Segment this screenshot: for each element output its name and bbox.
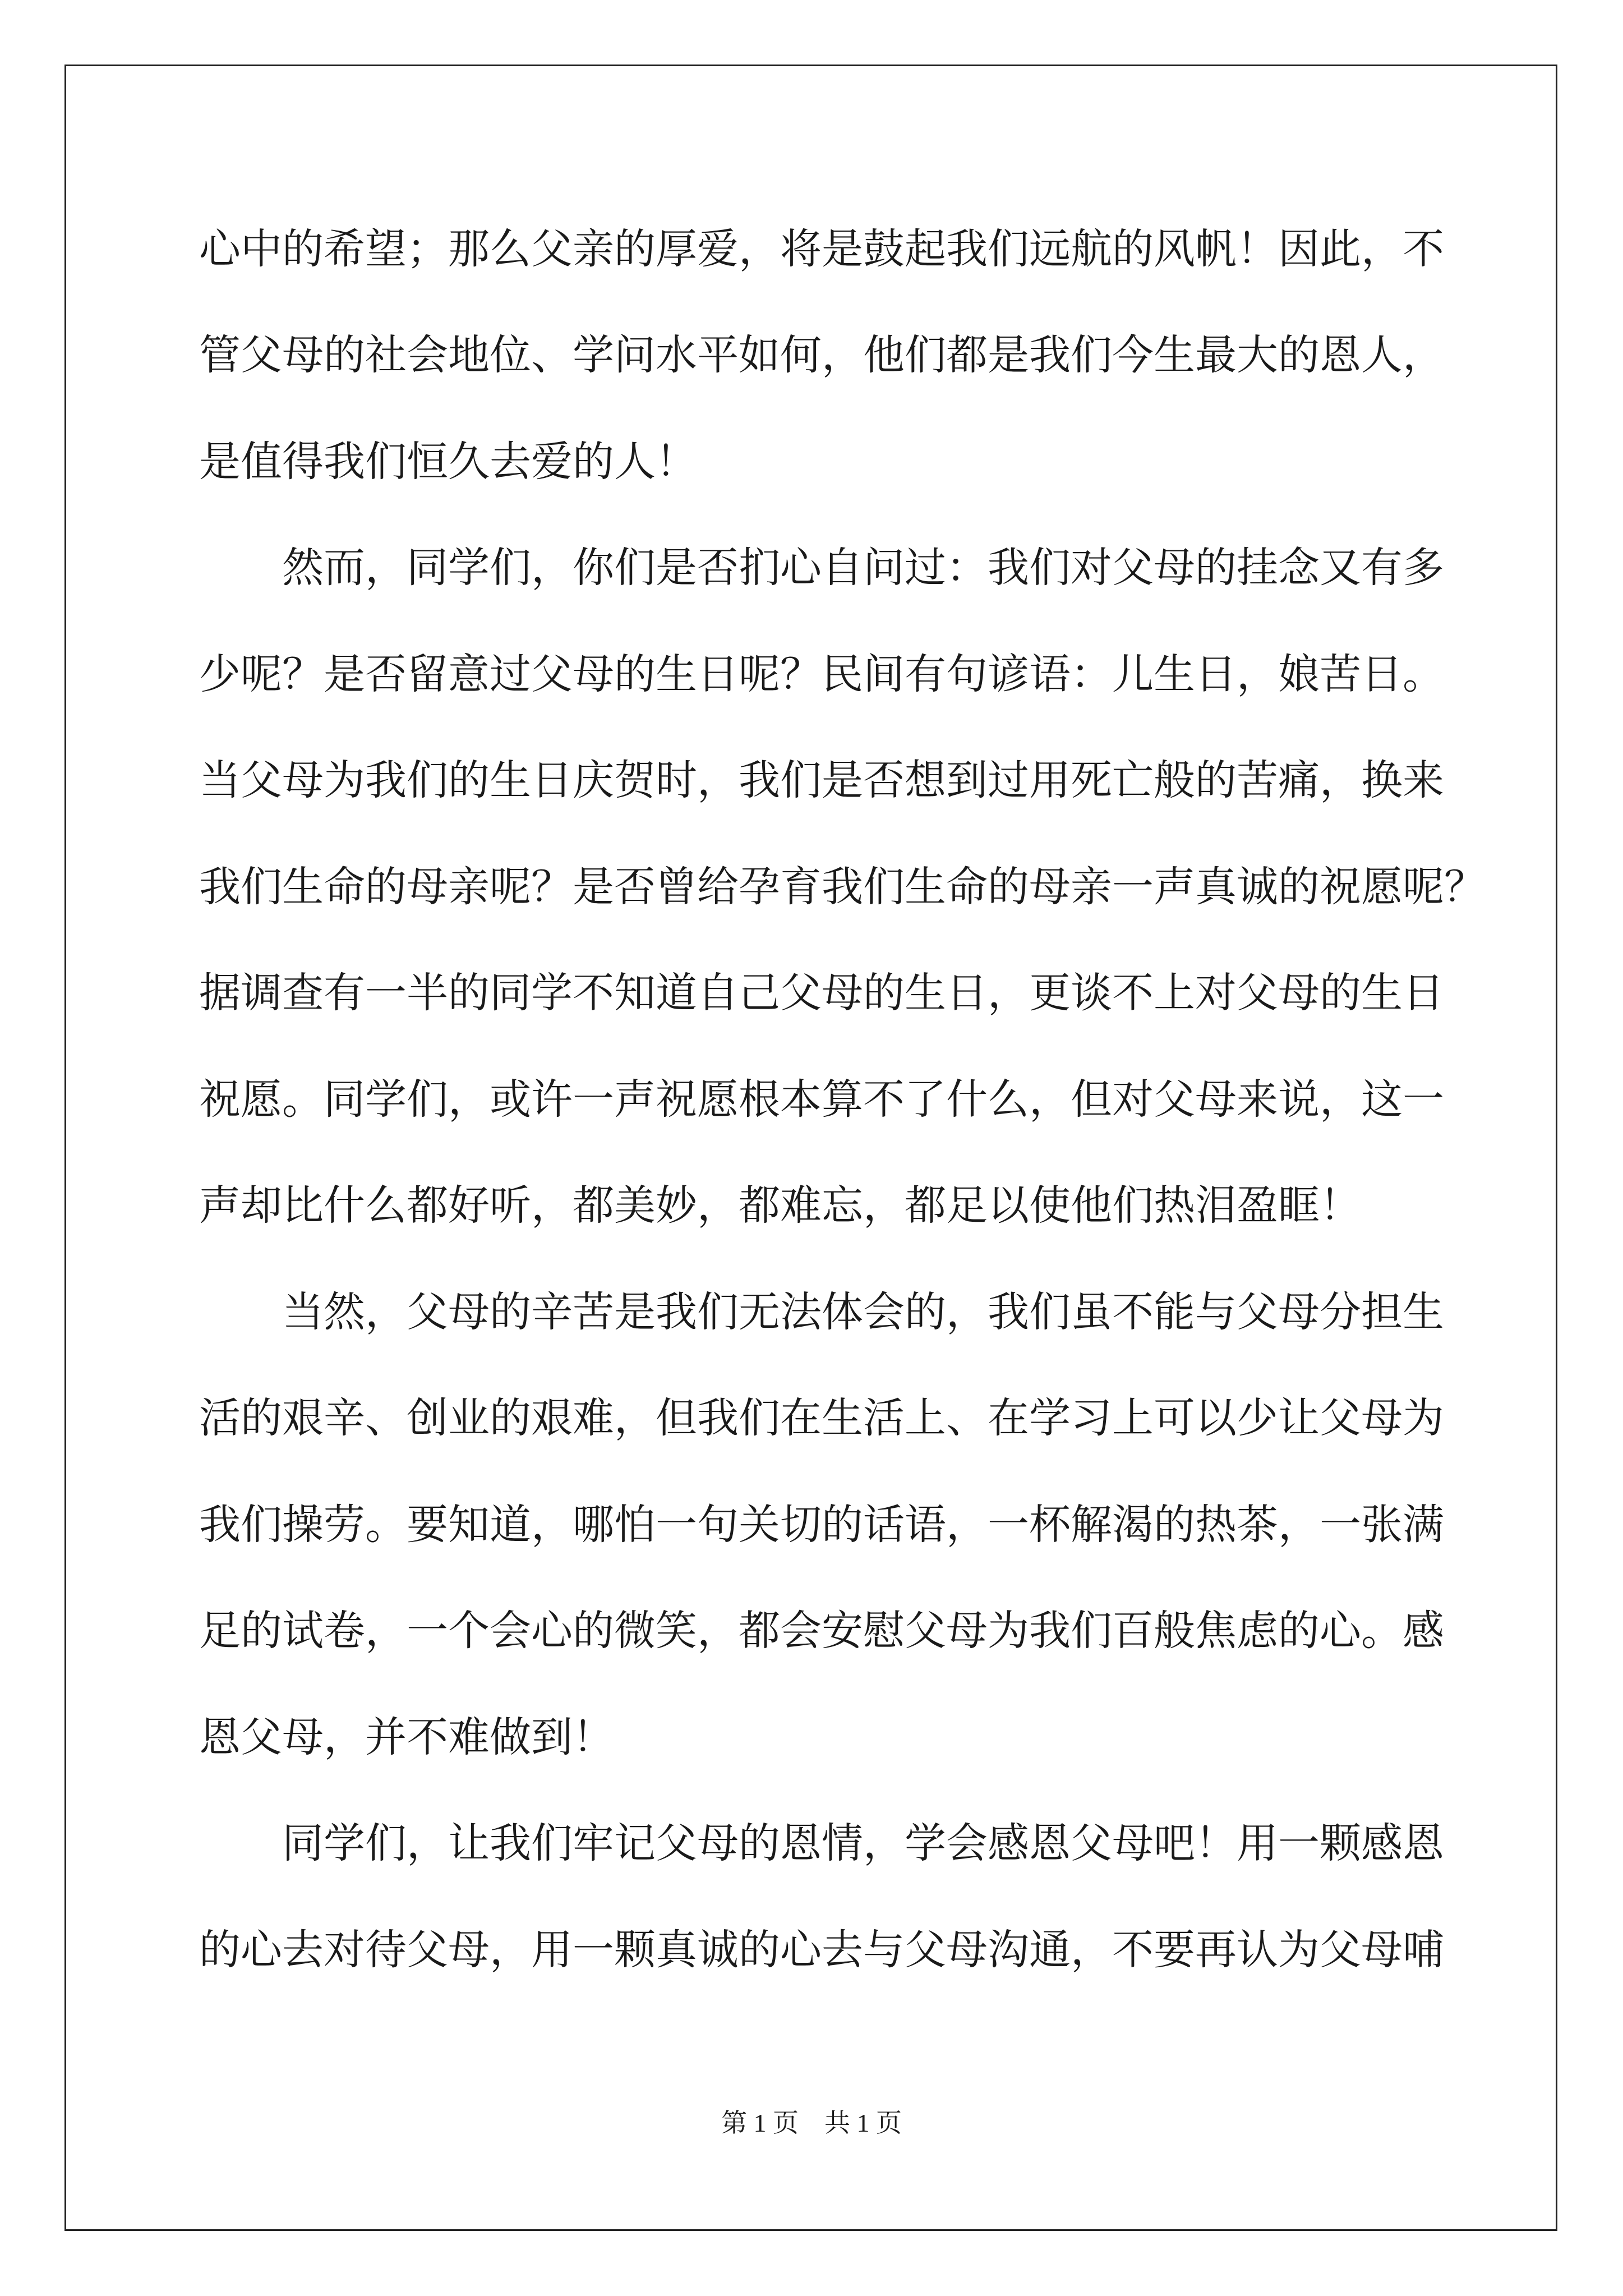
body-text-line: 足的试卷，一个会心的微笑，都会安慰父母为我们百般焦虑的心。感 xyxy=(199,1607,1444,1655)
body-text-line: 的心去对待父母，用一颗真诚的心去与父母沟通，不要再认为父母哺 xyxy=(199,1926,1444,1974)
body-text-line: 同学们，让我们牢记父母的恩情，学会感恩父母吧！用一颗感恩 xyxy=(199,1819,1444,1867)
body-text-line: 声却比什么都好听，都美妙，都难忘，都足以使他们热泪盈眶！ xyxy=(199,1181,1361,1230)
body-text-line: 我们生命的母亲呢？是否曾给孕育我们生命的母亲一声真诚的祝愿呢？ xyxy=(199,863,1486,911)
body-text-line: 恩父母，并不难做到！ xyxy=(199,1713,614,1761)
body-text-line: 心中的希望；那么父亲的厚爱，将是鼓起我们远航的风帆！因此，不 xyxy=(199,225,1444,273)
body-text-line: 少呢？是否留意过父母的生日呢？民间有句谚语：儿生日，娘苦日。 xyxy=(199,650,1444,698)
body-text-line: 然而，同学们，你们是否扪心自问过：我们对父母的挂念又有多 xyxy=(199,544,1444,592)
body-text-line: 当父母为我们的生日庆贺时，我们是否想到过用死亡般的苦痛，换来 xyxy=(199,756,1444,804)
body-text-line: 我们操劳。要知道，哪怕一句关切的话语，一杯解渴的热茶，一张满 xyxy=(199,1501,1444,1549)
body-text-line: 当然，父母的辛苦是我们无法体会的，我们虽不能与父母分担生 xyxy=(199,1288,1444,1336)
body-text-line: 据调查有一半的同学不知道自己父母的生日，更谈不上对父母的生日 xyxy=(199,969,1444,1017)
body-text-line: 管父母的社会地位、学问水平如何，他们都是我们今生最大的恩人， xyxy=(199,331,1444,379)
page-border xyxy=(64,65,1557,2231)
page-number-footer: 第 1 页 共 1 页 xyxy=(721,2109,902,2137)
body-text-line: 是值得我们恒久去爱的人！ xyxy=(199,438,697,486)
body-text-line: 祝愿。同学们，或许一声祝愿根本算不了什么，但对父母来说，这一 xyxy=(199,1075,1444,1124)
body-text-line: 活的艰辛、创业的艰难，但我们在生活上、在学习上可以少让父母为 xyxy=(199,1394,1444,1442)
